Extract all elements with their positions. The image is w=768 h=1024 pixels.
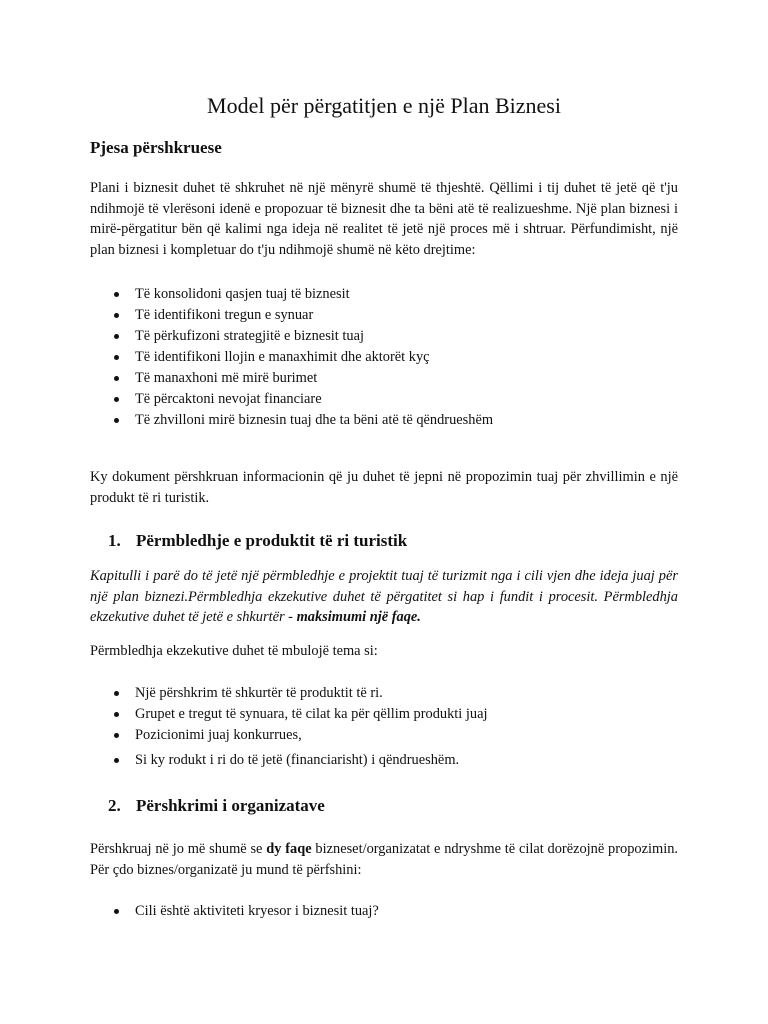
list-item: Si ky rodukt i ri do të jetë (financiarisht) i qëndrueshëm. <box>110 750 680 771</box>
list-item: Të përkufizoni strategjitë e biznesit tuaj <box>110 326 680 347</box>
section1-italic-paragraph <box>90 566 678 628</box>
list-item: Cili është aktiviteti kryesor i biznesit tuaj? <box>110 901 680 922</box>
italic-text: Kapitulli i parë do të jetë një përmbledhje e projektit tuaj të turizmit nga i cili vjen dhe ideja juaj për një plan biznezi.Përmbledhja ekzekutive duhet të përgatitet si hap i fundit i procesit. Përmbledhja ekzekutive duhet të jetë e shkurtër - <box>90 568 678 625</box>
list-item: Grupet e tregut të synuara, të cilat ka për qëllim produkti juaj <box>110 704 680 725</box>
section-number: 2. <box>108 796 121 815</box>
intro-closing-paragraph: Ky dokument përshkruan informacionin që ju duhet të jepni në propozimin tuaj për zhvillimin e një produkt të ri turistik. <box>90 469 678 506</box>
emphasis-text: dy faqe <box>266 841 312 857</box>
list-item: Të identifikoni llojin e manaxhimit dhe aktorët kyç <box>110 347 680 368</box>
section2-bullet-list <box>110 901 680 922</box>
section-heading-intro: Pjesa përshkruese <box>90 138 222 157</box>
document-title: Model për përgatitjen e një Plan Biznesi <box>207 93 561 118</box>
list-item: Të konsolidoni qasjen tuaj të biznesit <box>110 284 680 305</box>
intro-bullet-list <box>110 284 680 431</box>
section2-paragraph <box>90 839 678 880</box>
list-item: Të zhvilloni mirë biznesin tuaj dhe ta bëni atë të qëndrueshëm <box>110 410 680 431</box>
section-number: 1. <box>108 531 121 550</box>
section-title: Përshkrimi i organizatave <box>136 796 325 815</box>
section1-lead: Përmbledhja ekzekutive duhet të mbulojë tema si: <box>90 643 378 659</box>
paragraph-text: bizneset/organizatat e ndryshme të cilat dorëzojnë propozimin. Për çdo biznes/organizatë ju mund të përfshini: <box>90 841 678 878</box>
list-item: Të përcaktoni nevojat financiare <box>110 389 680 410</box>
paragraph-text: Përshkruaj në jo më shumë se <box>90 841 267 857</box>
list-item: Të manaxhoni më mirë burimet <box>110 368 680 389</box>
intro-paragraph: Plani i biznesit duhet të shkruhet në një mënyrë shumë të thjeshtë. Qëllimi i tij duhet të jetë që t'ju ndihmojë të vlerësoni idenë e propozuar të biznesit dhe ta bëni atë të realizueshme. Një plan biznesi i mirë-përgatitur bën që kalimi nga ideja në realitet të jetë një proces më i shtruar. Përfundimisht, një plan biznesi i kompletuar do t'ju ndihmojë shumë në këto drejtime: <box>90 180 678 258</box>
list-item: Pozicionimi juaj konkurrues, <box>110 725 680 746</box>
section-heading-1 <box>108 530 407 552</box>
list-item: Një përshkrim të shkurtër të produktit të ri. <box>110 683 680 704</box>
emphasis-text: maksimumi një faqe. <box>296 609 421 625</box>
list-item: Të identifikoni tregun e synuar <box>110 305 680 326</box>
section-title: Përmbledhje e produktit të ri turistik <box>136 531 408 550</box>
section-heading-2 <box>108 795 325 817</box>
section1-bullet-list <box>110 683 680 771</box>
